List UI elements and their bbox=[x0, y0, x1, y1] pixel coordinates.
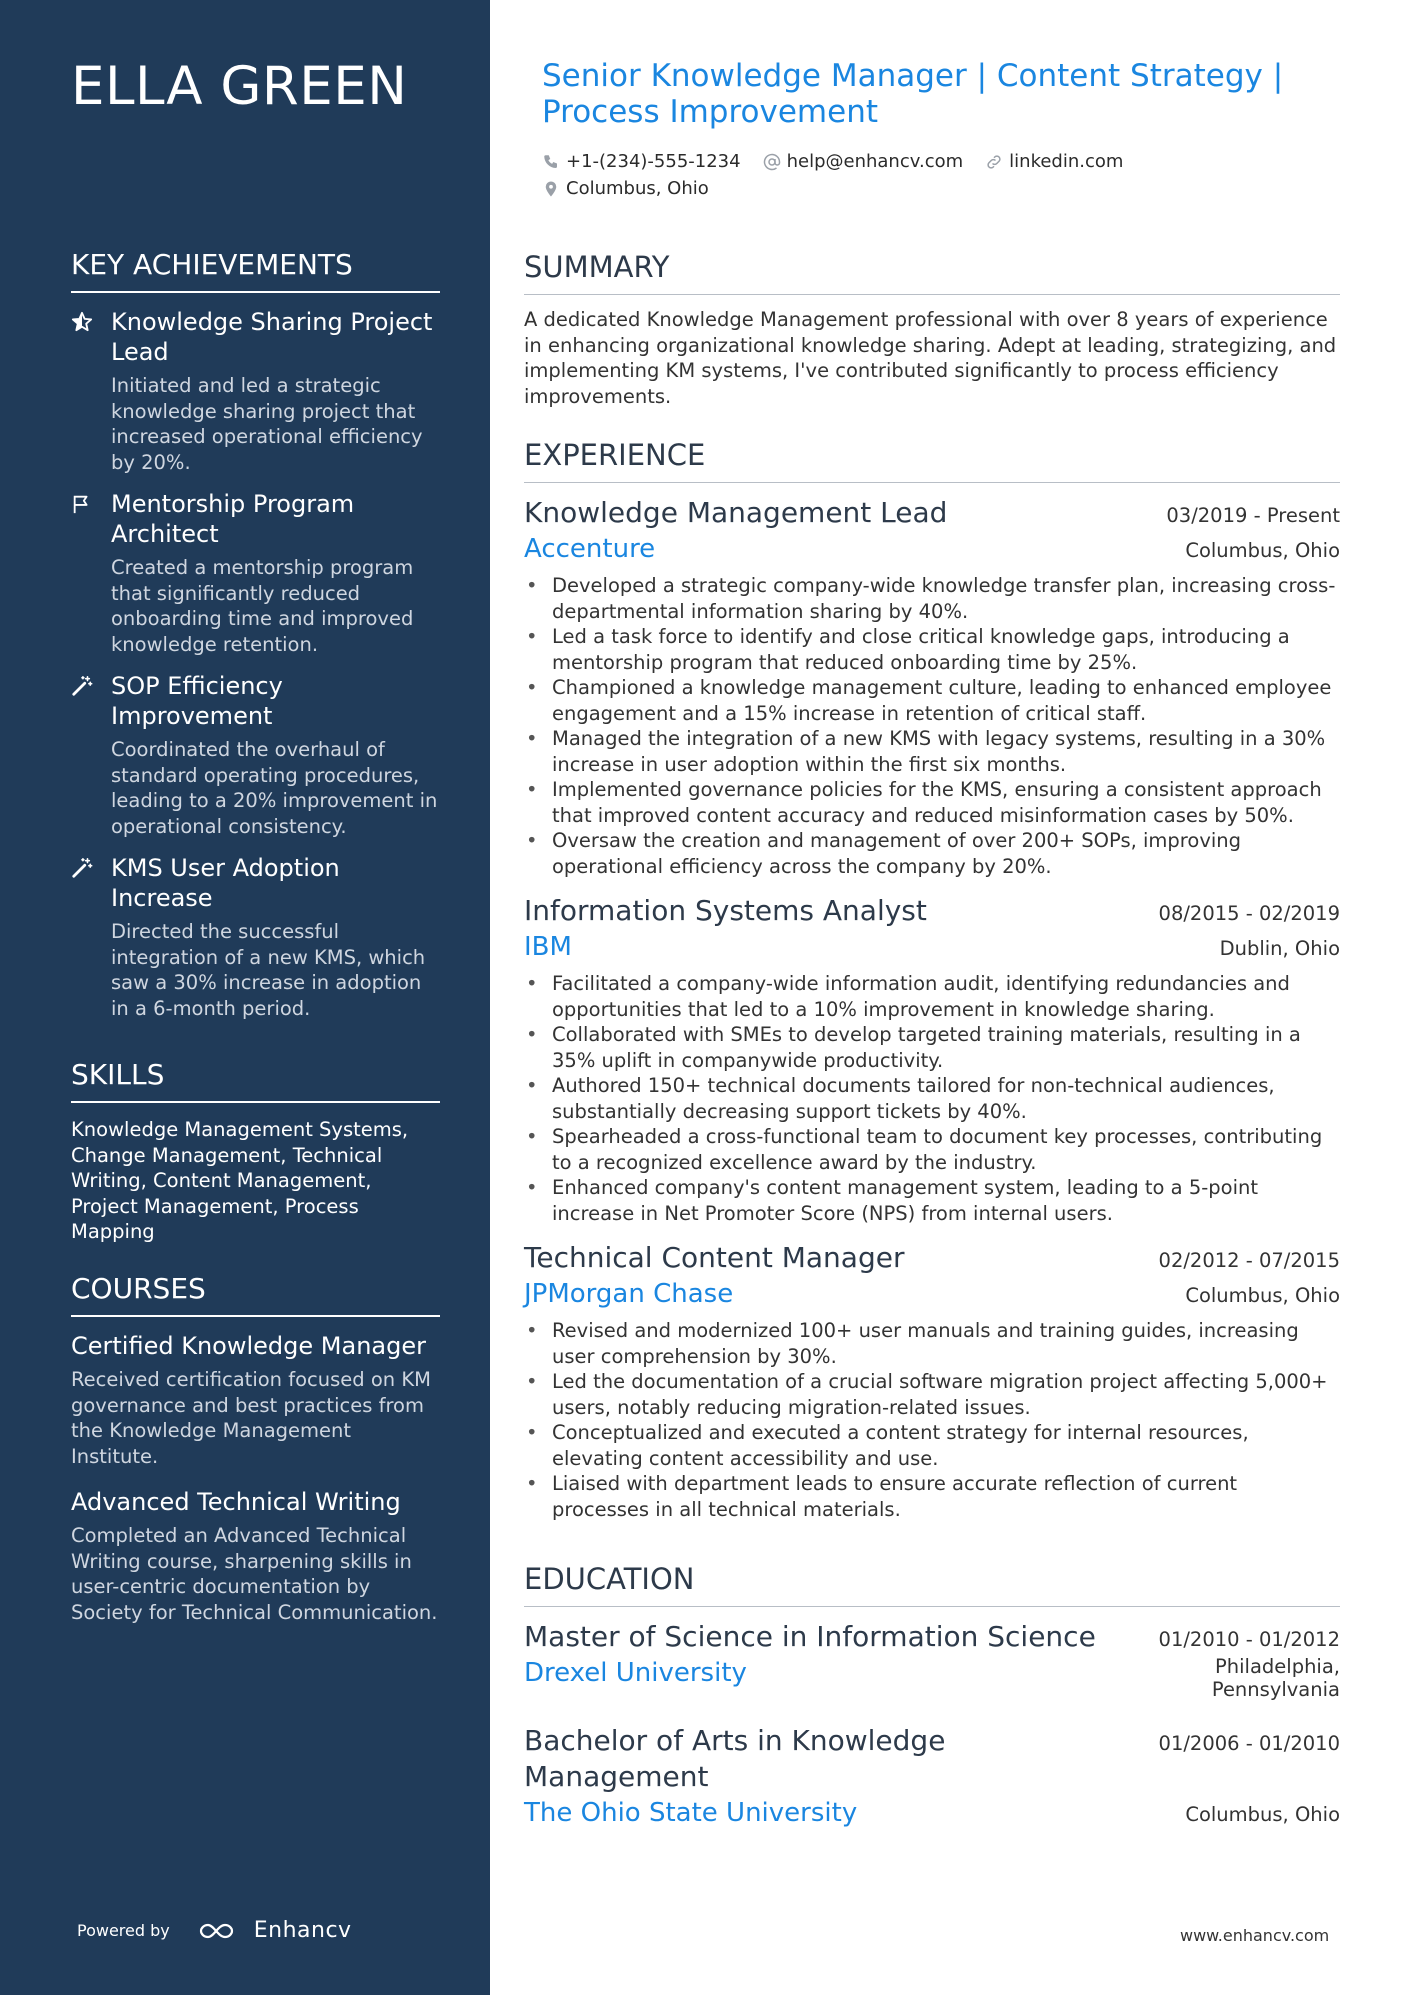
achievement-desc: Initiated and led a strategic knowledge sharing project that increased operational efficiency by 20%. bbox=[111, 374, 423, 474]
education-dates: 01/2010 - 01/2012 bbox=[1158, 1628, 1340, 1651]
experience-section bbox=[524, 438, 1340, 1536]
course-title: Certified Knowledge Manager bbox=[71, 1332, 426, 1360]
bullet-item: • Conceptualized and executed a content strategy for internal resources, elevating content accessibility and use. bbox=[524, 1420, 1340, 1471]
achievement-item bbox=[71, 489, 440, 657]
contact-location bbox=[542, 178, 709, 199]
school-name: Drexel University bbox=[524, 1658, 747, 1688]
achievement-title: KMS User Adoption Increase bbox=[111, 854, 340, 912]
achievement-item bbox=[71, 671, 440, 839]
phone-icon bbox=[542, 153, 560, 171]
candidate-name: ELLA GREEN bbox=[71, 56, 408, 117]
bullet-item: • Revised and modernized 100+ user manuals and training guides, increasing user comprehension by 30%. bbox=[524, 1318, 1340, 1369]
contact-email[interactable] bbox=[763, 151, 964, 172]
bullet-item: • Managed the integration of a new KMS with legacy systems, resulting in a 30% increase in user adoption within the first six months. bbox=[524, 726, 1340, 777]
job-title: Technical Content Manager bbox=[524, 1241, 905, 1274]
course-item bbox=[71, 1331, 440, 1469]
achievement-title: SOP Efficiency Improvement bbox=[111, 672, 283, 730]
bullet-item: • Led the documentation of a crucial software migration project affecting 5,000+ users, notably reducing migration-related issues. bbox=[524, 1369, 1340, 1420]
infinity-logo-icon bbox=[198, 1919, 246, 1943]
bullet-item: • Collaborated with SMEs to develop targeted training materials, resulting in a 35% uplift in companywide productivity. bbox=[524, 1022, 1340, 1073]
section-heading-education: EDUCATION bbox=[524, 1562, 1340, 1607]
job-bullets bbox=[524, 573, 1340, 879]
email-text: help@enhancv.com bbox=[786, 151, 964, 172]
job-location: Dublin, Ohio bbox=[1219, 937, 1340, 960]
powered-by-label: Powered by bbox=[77, 1921, 170, 1940]
contact-linkedin[interactable] bbox=[985, 151, 1123, 172]
bullet-item: • Developed a strategic company-wide knowledge transfer plan, increasing cross-departmental information sharing by 40%. bbox=[524, 573, 1340, 624]
link-icon bbox=[985, 153, 1003, 171]
education-location bbox=[1212, 1655, 1340, 1701]
star-half-icon bbox=[71, 307, 111, 475]
section-heading-summary: SUMMARY bbox=[524, 250, 1340, 295]
achievement-item bbox=[71, 853, 440, 1021]
job-title: Knowledge Management Lead bbox=[524, 496, 948, 529]
job-bullets bbox=[524, 1318, 1340, 1522]
powered-by bbox=[77, 1918, 352, 1943]
job-entry bbox=[524, 1240, 1340, 1522]
enhancv-logo[interactable] bbox=[198, 1918, 352, 1943]
achievement-item bbox=[71, 307, 440, 475]
bullet-item: • Authored 150+ technical documents tailored for non-technical audiences, substantially decreasing support tickets by 40%. bbox=[524, 1073, 1340, 1124]
headline: Senior Knowledge Manager | Content Strategy | Process Improvement bbox=[542, 58, 1284, 130]
school-name: The Ohio State University bbox=[524, 1798, 858, 1828]
location-text: Columbus, Ohio bbox=[566, 178, 709, 199]
magic-wand-icon bbox=[71, 853, 111, 1021]
job-company: Accenture bbox=[524, 534, 656, 564]
degree-title: Bachelor of Arts in Knowledge Management bbox=[524, 1724, 946, 1793]
achievement-desc: Created a mentorship program that significantly reduced onboarding time and improved knowledge retention. bbox=[111, 556, 414, 656]
section-heading-skills: SKILLS bbox=[71, 1058, 440, 1103]
contact-phone[interactable] bbox=[542, 151, 741, 172]
brand-name: Enhancv bbox=[253, 1918, 352, 1943]
achievement-desc: Directed the successful integration of a new KMS, which saw a 30% increase in adoption in a 6-month period. bbox=[111, 920, 426, 1020]
job-dates: 02/2012 - 07/2015 bbox=[1158, 1249, 1340, 1272]
summary-section bbox=[524, 250, 1340, 409]
skills-list: Knowledge Management Systems, Change Management, Technical Writing, Content Management, Project Management, Process Mapping bbox=[71, 1118, 409, 1243]
phone-text: +1-(234)-555-1234 bbox=[566, 151, 741, 172]
job-dates: 08/2015 - 02/2019 bbox=[1158, 902, 1340, 925]
achievement-desc: Coordinated the overhaul of standard operating procedures, leading to a 20% improvement in operational consistency. bbox=[111, 738, 438, 838]
summary-text: A dedicated Knowledge Management professional with over 8 years of experience in enhancing organizational knowledge sharing. Adept at leading, strategizing, and implementing KM systems, I've contributed significantly to process efficiency improvements. bbox=[524, 308, 1337, 408]
at-icon bbox=[763, 153, 781, 171]
education-location: Columbus, Ohio bbox=[1185, 1803, 1340, 1826]
main-content bbox=[490, 0, 1410, 1995]
bullet-item: • Liaised with department leads to ensure accurate reflection of current processes in all technical materials. bbox=[524, 1471, 1340, 1522]
job-entry bbox=[524, 495, 1340, 879]
job-title: Information Systems Analyst bbox=[524, 894, 927, 927]
education-dates: 01/2006 - 01/2010 bbox=[1158, 1732, 1340, 1755]
section-heading-achievements: KEY ACHIEVEMENTS bbox=[71, 248, 440, 293]
bullet-item: • Facilitated a company-wide information audit, identifying redundancies and opportunities that led to a 10% improvement in knowledge sharing. bbox=[524, 971, 1340, 1022]
achievement-title: Knowledge Sharing Project Lead bbox=[111, 308, 433, 366]
education-entry bbox=[524, 1619, 1340, 1701]
education-section bbox=[524, 1562, 1340, 1853]
section-heading-experience: EXPERIENCE bbox=[524, 438, 1340, 483]
section-heading-courses: COURSES bbox=[71, 1272, 440, 1317]
education-entry bbox=[524, 1723, 1340, 1831]
bullet-item: • Spearheaded a cross-functional team to document key processes, contributing to a recognized excellence award by the industry. bbox=[524, 1124, 1340, 1175]
achievement-title: Mentorship Program Architect bbox=[111, 490, 355, 548]
sidebar bbox=[0, 0, 490, 1995]
job-location: Columbus, Ohio bbox=[1185, 1284, 1340, 1307]
course-title: Advanced Technical Writing bbox=[71, 1488, 401, 1516]
job-company: JPMorgan Chase bbox=[524, 1279, 734, 1309]
contact-info bbox=[542, 148, 1342, 202]
course-item bbox=[71, 1487, 440, 1625]
location-line: Pennsylvania bbox=[1211, 1678, 1340, 1701]
job-dates: 03/2019 - Present bbox=[1166, 504, 1340, 527]
courses-section bbox=[71, 1272, 440, 1643]
bullet-item: • Oversaw the creation and management of over 200+ SOPs, improving operational efficiency across the company by 20%. bbox=[524, 828, 1340, 879]
course-desc: Received certification focused on KM governance and best practices from the Knowledge Management Institute. bbox=[71, 1368, 431, 1468]
magic-wand-icon bbox=[71, 671, 111, 839]
linkedin-text: linkedin.com bbox=[1009, 151, 1124, 172]
location-pin-icon bbox=[542, 180, 560, 198]
job-entry bbox=[524, 893, 1340, 1226]
course-desc: Completed an Advanced Technical Writing course, sharpening skills in user-centric documentation by Society for Technical Communication. bbox=[71, 1524, 438, 1624]
job-company: IBM bbox=[524, 932, 572, 962]
footer-url[interactable]: www.enhancv.com bbox=[1180, 1926, 1330, 1945]
flag-icon bbox=[71, 489, 111, 657]
bullet-item: • Implemented governance policies for the KMS, ensuring a consistent approach that improved content accuracy and reduced misinformation cases by 50%. bbox=[524, 777, 1340, 828]
location-line: Philadelphia, bbox=[1215, 1655, 1340, 1678]
key-achievements-section bbox=[71, 248, 440, 1035]
job-bullets bbox=[524, 971, 1340, 1226]
degree-title: Master of Science in Information Science bbox=[524, 1620, 1096, 1653]
job-location: Columbus, Ohio bbox=[1185, 539, 1340, 562]
bullet-item: • Led a task force to identify and close critical knowledge gaps, introducing a mentorship program that reduced onboarding time by 25%. bbox=[524, 624, 1340, 675]
bullet-item: • Championed a knowledge management culture, leading to enhanced employee engagement and a 15% increase in retention of critical staff. bbox=[524, 675, 1340, 726]
skills-section bbox=[71, 1058, 440, 1245]
bullet-item: • Enhanced company's content management system, leading to a 5-point increase in Net Promoter Score (NPS) from internal users. bbox=[524, 1175, 1340, 1226]
